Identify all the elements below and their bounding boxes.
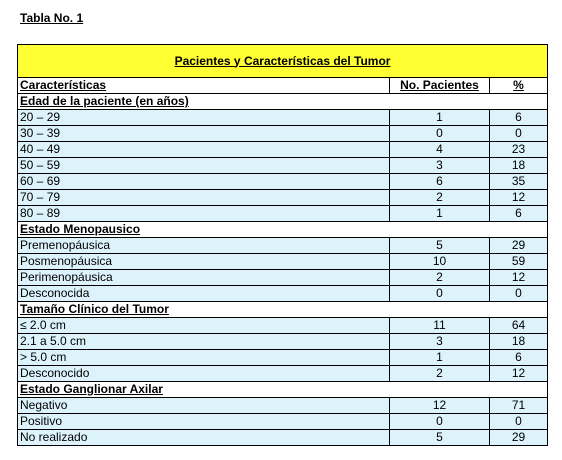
row-percent-cell: 59: [490, 254, 548, 270]
table-row: [18, 350, 548, 366]
row-patients-cell: 2: [390, 366, 490, 382]
table-row: [18, 254, 548, 270]
table-row: [18, 190, 548, 206]
row-label-cell: Perimenopáusica: [18, 270, 390, 286]
row-patients-cell: 3: [390, 158, 490, 174]
row-label-cell: > 5.0 cm: [18, 350, 390, 366]
patient-tumor-table: [17, 44, 548, 446]
row-label-cell: 30 – 39: [18, 126, 390, 142]
row-percent-cell: 18: [490, 334, 548, 350]
row-percent-cell: 12: [490, 190, 548, 206]
row-label-cell: No realizado: [18, 430, 390, 446]
row-patients-cell: 0: [390, 286, 490, 302]
table-row: [18, 334, 548, 350]
row-percent-cell: 6: [490, 110, 548, 126]
row-percent-cell: 23: [490, 142, 548, 158]
row-label-cell: Desconocida: [18, 286, 390, 302]
row-patients-cell: 2: [390, 270, 490, 286]
row-label-cell: ≤ 2.0 cm: [18, 318, 390, 334]
table-row: [18, 110, 548, 126]
row-label-cell: Desconocido: [18, 366, 390, 382]
row-percent-cell: 0: [490, 414, 548, 430]
section-header-row: [18, 94, 548, 110]
section-heading: Tamaño Clínico del Tumor: [18, 302, 548, 318]
row-percent-cell: 6: [490, 206, 548, 222]
row-label-cell: Posmenopáusica: [18, 254, 390, 270]
table-title-row: [18, 45, 548, 78]
table-row: [18, 206, 548, 222]
row-percent-cell: 71: [490, 398, 548, 414]
section-header-row: [18, 302, 548, 318]
table-row: [18, 318, 548, 334]
column-header-patients: No. Pacientes: [390, 78, 490, 94]
section-header-row: [18, 222, 548, 238]
table-row: [18, 414, 548, 430]
row-patients-cell: 1: [390, 350, 490, 366]
table-row: [18, 142, 548, 158]
row-patients-cell: 6: [390, 174, 490, 190]
row-label-cell: 2.1 a 5.0 cm: [18, 334, 390, 350]
column-header-characteristics: Características: [18, 78, 390, 94]
row-label-cell: 20 – 29: [18, 110, 390, 126]
row-percent-cell: 12: [490, 366, 548, 382]
row-patients-cell: 3: [390, 334, 490, 350]
row-percent-cell: 29: [490, 238, 548, 254]
table-row: [18, 286, 548, 302]
row-patients-cell: 5: [390, 430, 490, 446]
row-label-cell: 60 – 69: [18, 174, 390, 190]
row-percent-cell: 0: [490, 286, 548, 302]
row-patients-cell: 12: [390, 398, 490, 414]
table-row: [18, 270, 548, 286]
table-row: [18, 126, 548, 142]
row-percent-cell: 29: [490, 430, 548, 446]
row-percent-cell: 35: [490, 174, 548, 190]
table-row: [18, 174, 548, 190]
table-row: [18, 238, 548, 254]
row-label-cell: Positivo: [18, 414, 390, 430]
row-label-cell: 70 – 79: [18, 190, 390, 206]
row-label-cell: 40 – 49: [18, 142, 390, 158]
table-title: Pacientes y Características del Tumor: [18, 45, 548, 78]
row-percent-cell: 12: [490, 270, 548, 286]
row-patients-cell: 5: [390, 238, 490, 254]
section-header-row: [18, 382, 548, 398]
row-patients-cell: 1: [390, 206, 490, 222]
document-label: Tabla No. 1: [20, 11, 84, 25]
row-label-cell: Premenopáusica: [18, 238, 390, 254]
row-label-cell: Negativo: [18, 398, 390, 414]
row-label-cell: 80 – 89: [18, 206, 390, 222]
column-header-row: [18, 78, 548, 94]
row-patients-cell: 4: [390, 142, 490, 158]
table-row: [18, 158, 548, 174]
row-percent-cell: 0: [490, 126, 548, 142]
row-percent-cell: 6: [490, 350, 548, 366]
row-patients-cell: 0: [390, 126, 490, 142]
section-heading: Estado Menopausico: [18, 222, 548, 238]
row-patients-cell: 1: [390, 110, 490, 126]
row-patients-cell: 11: [390, 318, 490, 334]
row-patients-cell: 2: [390, 190, 490, 206]
section-heading: Estado Ganglionar Axilar: [18, 382, 548, 398]
table-row: [18, 430, 548, 446]
section-heading: Edad de la paciente (en años): [18, 94, 548, 110]
row-percent-cell: 18: [490, 158, 548, 174]
row-percent-cell: 64: [490, 318, 548, 334]
column-header-percent: %: [490, 78, 548, 94]
row-label-cell: 50 – 59: [18, 158, 390, 174]
row-patients-cell: 0: [390, 414, 490, 430]
row-patients-cell: 10: [390, 254, 490, 270]
table-row: [18, 366, 548, 382]
table-row: [18, 398, 548, 414]
